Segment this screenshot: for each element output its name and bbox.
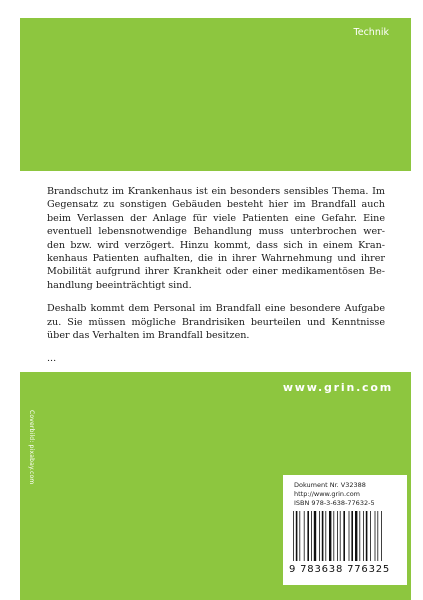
barcode-bar [296, 511, 298, 561]
barcode-bar [375, 511, 376, 561]
blurb-paragraph-1: Brandschutz im Krankenhaus ist ein besonders sensibles Thema. Im Gegensatz zu sonstigen Gebäuden besteht hier im Brandfall auch beim Verlassen der Anlage für viele Patienten eine Gefahr. Eine eventuell lebensnotwendige Behandlung muss unterbrochen wer-den bzw. wird verzögert. Hinzu kommt, dass sich in einem Kran-kenhaus Patienten aufhalten, die in ihrer Wahrnehmung und ihrer Mobilität aufgrund ihrer Krankheit oder einer medikamentösen Be-handlung beeinträchtigt sind. [47, 186, 385, 291]
blurb-ellipsis: ... [47, 353, 57, 365]
barcode-bar [366, 511, 368, 561]
barcode-graphic [292, 511, 398, 561]
category-label: Technik [353, 27, 389, 38]
barcode-bar [299, 511, 300, 561]
document-number: Dokument Nr. V32388 [294, 481, 366, 489]
document-meta [294, 481, 375, 508]
barcode-bar [370, 511, 371, 561]
publisher-link: http://www.grin.com [294, 490, 361, 498]
isbn-barcode-box [283, 475, 407, 585]
isbn-digits: 9 783638 776325 [289, 564, 391, 575]
bottom-color-band [20, 372, 411, 600]
barcode-bar [314, 511, 316, 561]
barcode-bar [343, 511, 345, 561]
blurb-text [47, 185, 385, 376]
barcode-bar [311, 511, 312, 561]
barcode-bar [340, 511, 341, 561]
cover-image-credit: Coverbild: pixabay.com [28, 410, 35, 485]
top-color-band [20, 18, 411, 171]
barcode-bar [337, 511, 338, 561]
barcode-bar [377, 511, 378, 561]
barcode-bar [319, 511, 320, 561]
barcode-bar [363, 511, 364, 561]
barcode-bar [304, 511, 305, 561]
barcode-bar [355, 511, 357, 561]
publisher-url[interactable]: www.grin.com [282, 381, 393, 394]
barcode-bar [333, 511, 334, 561]
barcode-bar [359, 511, 360, 561]
barcode-bar [351, 511, 353, 561]
barcode-bar [381, 511, 382, 561]
blurb-paragraph-2: Deshalb kommt dem Personal im Brandfall eine besondere Aufgabe zu. Sie müssen mögliche Brandrisiken beurteilen und Kenntnisse über das Verhalten im Brandfall besitzen. [47, 303, 385, 342]
barcode-bar [293, 511, 294, 561]
barcode-bar [322, 511, 324, 561]
barcode-bar [325, 511, 326, 561]
barcode-bar [307, 511, 309, 561]
barcode-bar [349, 511, 350, 561]
barcode-bar [329, 511, 331, 561]
isbn-text: ISBN 978-3-638-77632-5 [294, 499, 375, 507]
